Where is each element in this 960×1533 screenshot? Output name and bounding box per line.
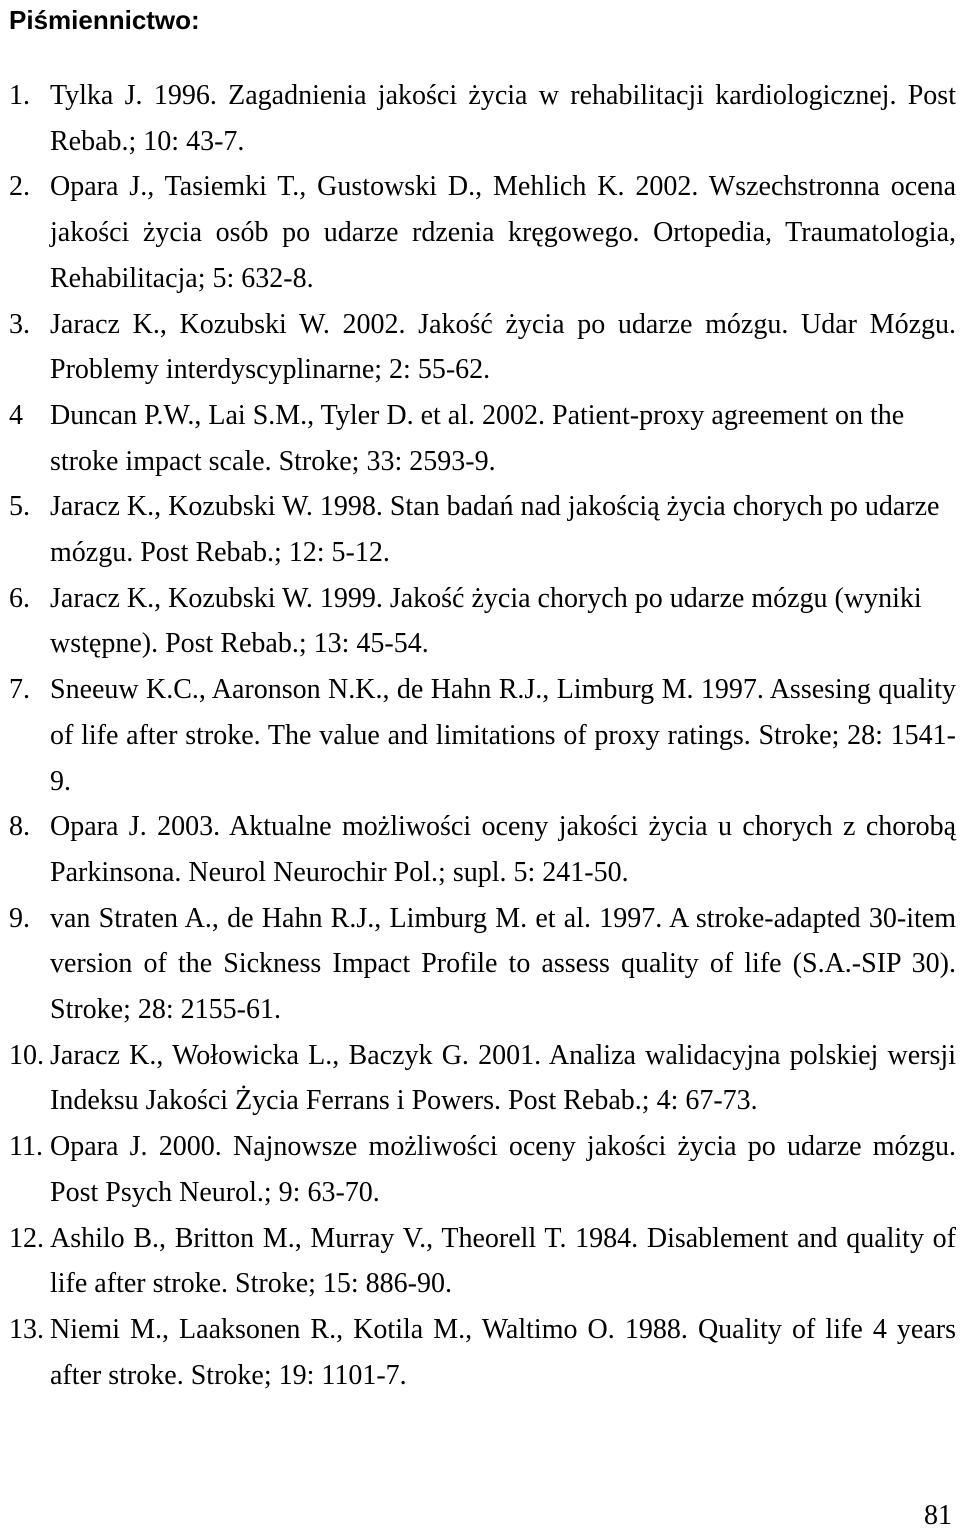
reference-number: 9. [9, 902, 30, 934]
reference-text: Jaracz K., Kozubski W. 1999. Jakość życia chorych po udarze mózgu (wyniki wstępne). Post Rebab.; 13: 45-54. [50, 582, 922, 660]
reference-item [0, 804, 960, 895]
reference-item [0, 576, 960, 667]
reference-item [0, 484, 960, 575]
reference-text: Opara J., Tasiemki T., Gustowski D., Mehlich K. 2002. Wszechstronna ocena jakości życia osób po udarze rdzenia kręgowego. Ortopedia, Traumatologia, Rehabilitacja; 5: 632-8. [50, 171, 956, 294]
reference-number: 1. [9, 80, 30, 111]
reference-item [0, 73, 960, 164]
reference-text: Opara J. 2003. Aktualne możliwości oceny jakości życia u chorych z chorobą Parkinsona. Neurol Neurochir Pol.; supl. 5: 241-50. [50, 811, 956, 888]
reference-item [0, 667, 960, 804]
reference-item [0, 1216, 960, 1307]
reference-number: 5. [9, 491, 30, 523]
reference-item [0, 1124, 960, 1215]
reference-item [0, 393, 960, 484]
reference-number: 8. [9, 811, 30, 843]
reference-list [0, 73, 960, 1398]
section-heading: Piśmiennictwo: [9, 5, 200, 35]
reference-item [0, 1033, 960, 1124]
reference-item [0, 1307, 960, 1398]
reference-number: 4 [9, 399, 23, 431]
reference-text: Opara J. 2000. Najnowsze możliwości oceny jakości życia po udarze mózgu. Post Psych Neurol.; 9: 63-70. [50, 1131, 956, 1208]
reference-text: Niemi M., Laaksonen R., Kotila M., Waltimo O. 1988. Quality of life 4 years after stroke. Stroke; 19: 1101-7. [50, 1313, 956, 1391]
reference-number: 3. [9, 308, 30, 340]
reference-text: Tylka J. 1996. Zagadnienia jakości życia w rehabilitacji kardiologicznej. Post Rebab.; 10: 43-7. [50, 80, 956, 157]
reference-number: 7. [9, 674, 30, 706]
reference-item [0, 302, 960, 393]
reference-number: 10. [9, 1039, 44, 1071]
page-number: 81 [924, 1500, 952, 1531]
reference-item [0, 896, 960, 1033]
reference-text: van Straten A., de Hahn R.J., Limburg M. et al. 1997. A stroke-adapted 30-item version of the Sickness Impact Profile to assess quality of life (S.A.-SIP 30). Stroke; 28: 2155-61. [50, 902, 956, 1026]
reference-number: 2. [9, 171, 30, 203]
reference-item [0, 164, 960, 301]
reference-text: Duncan P.W., Lai S.M., Tyler D. et al. 2002. Patient-proxy agreement on the stroke impact scale. Stroke; 33: 2593-9. [50, 399, 905, 477]
reference-text: Ashilo B., Britton M., Murray V., Theorell T. 1984. Disablement and quality of life after stroke. Stroke; 15: 886-90. [50, 1222, 956, 1300]
reference-number: 12. [9, 1222, 44, 1254]
reference-text: Jaracz K., Wołowicka L., Baczyk G. 2001. Analiza walidacyjna polskiej wersji Indeksu Jakości Życia Ferrans i Powers. Post Rebab.; 4: 67-73. [50, 1039, 956, 1117]
reference-text: Jaracz K., Kozubski W. 2002. Jakość życia po udarze mózgu. Udar Mózgu. Problemy interdyscyplinarne; 2: 55-62. [50, 308, 956, 386]
reference-text: Sneeuw K.C., Aaronson N.K., de Hahn R.J., Limburg M. 1997. Assesing quality of life after stroke. The value and limitations of proxy ratings. Stroke; 28: 1541-9. [50, 674, 956, 797]
reference-number: 13. [9, 1313, 44, 1345]
reference-number: 11. [9, 1131, 43, 1163]
reference-number: 6. [9, 582, 30, 614]
reference-text: Jaracz K., Kozubski W. 1998. Stan badań nad jakością życia chorych po udarze mózgu. Post Rebab.; 12: 5-12. [50, 491, 940, 569]
